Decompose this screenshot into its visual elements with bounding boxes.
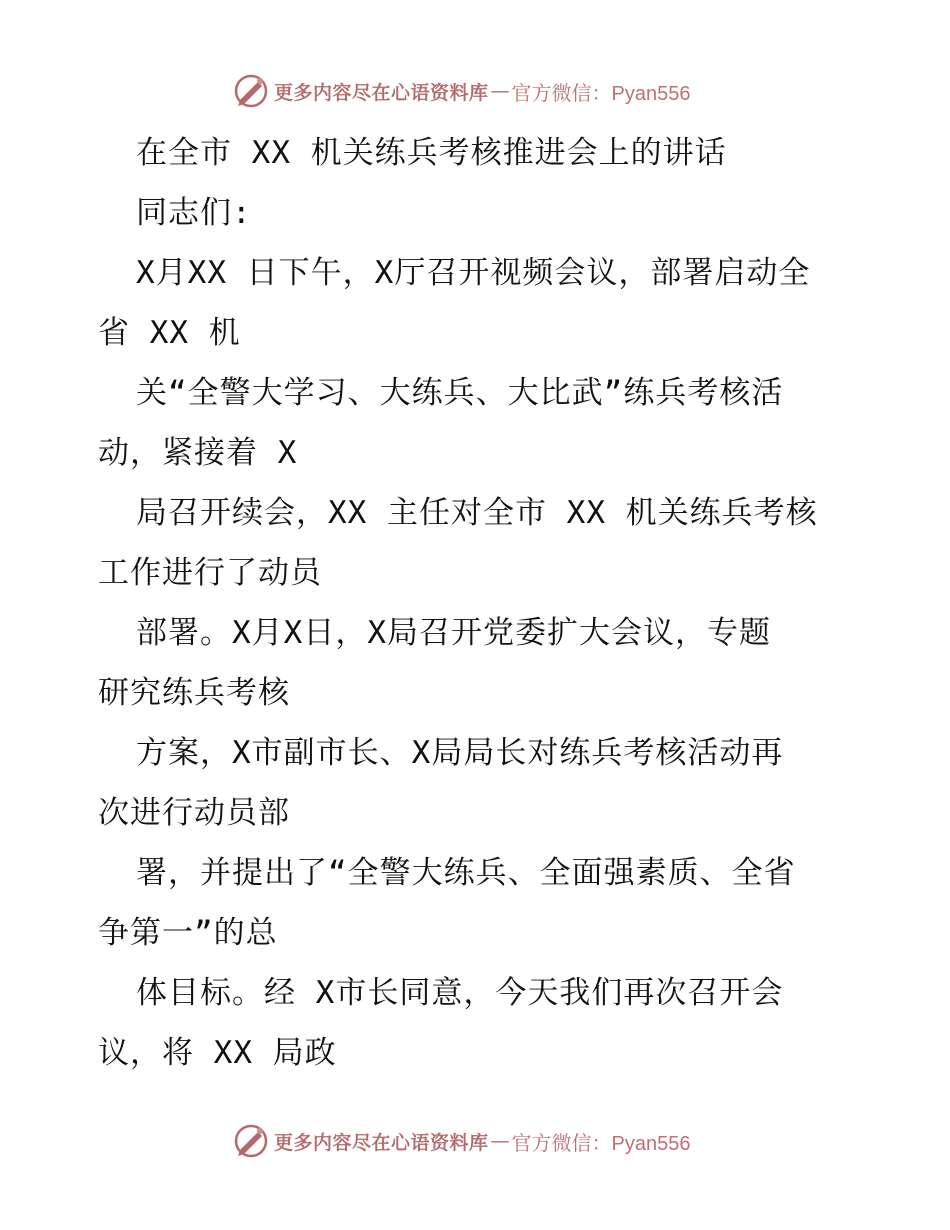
paragraph-line: 局召开续会，XX 主任对全市 XX 机关练兵考核 bbox=[136, 495, 818, 531]
footer-banner bbox=[232, 1122, 690, 1160]
paragraph-line: 动，紧接着 X bbox=[98, 435, 298, 471]
paragraph-line: 部署。X月X日，X局召开党委扩大会议，专题 bbox=[136, 615, 771, 651]
paragraph-line: 次进行动员部 bbox=[98, 795, 290, 831]
paragraph-line: X月XX 日下午，X厅召开视频会议，部署启动全 bbox=[136, 255, 811, 291]
banner-separator: — bbox=[490, 80, 510, 102]
header-banner bbox=[232, 72, 690, 110]
banner-wechat: 官方微信：Pyan556 bbox=[511, 82, 691, 105]
pen-logo-icon bbox=[232, 72, 270, 110]
paragraph-line: 方案，X市副市长、X局局长对练兵考核活动再 bbox=[136, 735, 784, 771]
banner-separator: — bbox=[490, 1130, 510, 1152]
paragraph-line: 工作进行了动员 bbox=[98, 555, 322, 591]
banner-site-name: 更多内容尽在心语资料库 bbox=[274, 1131, 489, 1154]
paragraph-line: 署，并提出了“全警大练兵、全面强素质、全省 bbox=[136, 855, 796, 891]
paragraph-line: 省 XX 机 bbox=[98, 315, 241, 351]
paragraph-line: 议，将 XX 局政 bbox=[98, 1035, 337, 1071]
paragraph-line: 争第一”的总 bbox=[98, 915, 278, 951]
salutation: 同志们: bbox=[136, 195, 252, 231]
banner-wechat: 官方微信：Pyan556 bbox=[511, 1132, 691, 1155]
banner-site-name: 更多内容尽在心语资料库 bbox=[274, 81, 489, 104]
speech-title: 在全市 XX 机关练兵考核推进会上的讲话 bbox=[136, 135, 727, 171]
pen-logo-icon bbox=[232, 1122, 270, 1160]
paragraph-line: 关“全警大学习、大练兵、大比武”练兵考核活 bbox=[136, 375, 784, 411]
paragraph-line: 体目标。经 X市长同意，今天我们再次召开会 bbox=[136, 975, 784, 1011]
paragraph-line: 研究练兵考核 bbox=[98, 675, 290, 711]
